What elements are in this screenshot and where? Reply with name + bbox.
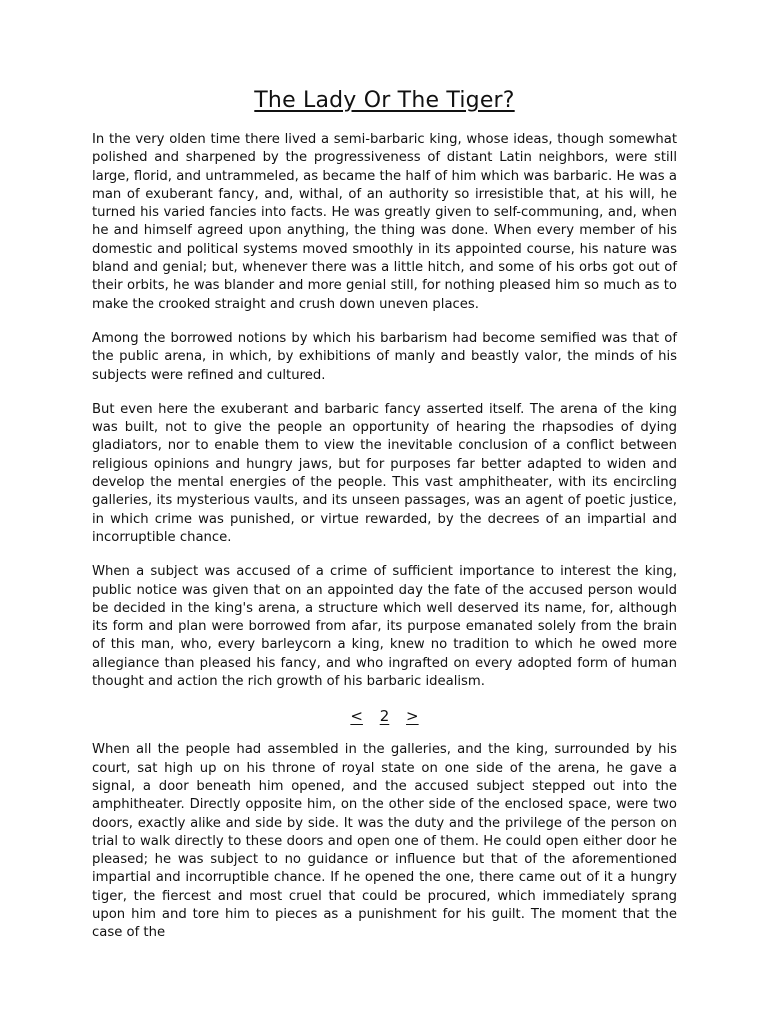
paragraph-5: When all the people had assembled in the galleries, and the king, surrounded by his court, sat high up on his throne of royal state on one side of the arena, he gave a signal, a door beneath him opened, and the accused subject stepped out into the amphitheater. Directly opposite him, on the other side of the enclosed space, were two doors, exactly alike and side by side. It was the duty and the privilege of the person on trial to walk directly to these doors and open one of them. He could open either door he pleased; he was subject to no guidance or influence but that of the aforementioned impartial and incorruptible chance. If he opened the one, there came out of it a hungry tiger, the fiercest and most cruel that could be procured, which immediately sprang upon him and tore him to pieces as a punishment for his guilt. The moment that the case of the (92, 742, 677, 941)
paragraph-2: Among the borrowed notions by which his barbarism had become semified was that of the public arena, in which, by exhibitions of manly and beastly valor, the minds of his subjects were refined and cultured. (92, 330, 677, 383)
paragraph-4: When a subject was accused of a crime of sufficient importance to interest the king, public notice was given that on an appointed day the fate of the accused person would be decided in the king's arena, a structure which well deserved its name, for, although its form and plan were borrowed from afar, its purpose emanated solely from the brain of this man, who, every barleycorn a king, knew no tradition to which he owed more allegiance than pleased his fancy, and who ingrafted on every adopted form of human thought and action the rich growth of his barbaric idealism. (92, 564, 677, 690)
page-title: The Lady Or The Tiger? (254, 88, 515, 113)
previous-page-link[interactable]: < (350, 707, 363, 726)
pagination (92, 707, 677, 725)
next-page-link[interactable]: > (406, 707, 419, 726)
current-page-link[interactable]: 2 (379, 707, 390, 726)
paragraph-1: In the very olden time there lived a semi-barbaric king, whose ideas, though somewhat polished and sharpened by the progressiveness of distant Latin neighbors, were still large, florid, and untrammeled, as became the half of him which was barbaric. He was a man of exuberant fancy, and, withal, of an authority so irresistible that, at his will, he turned his varied fancies into facts. He was greatly given to self-communing, and, when he and himself agreed upon anything, the thing was done. When every member of his domestic and political systems moved smoothly in its appointed course, his nature was bland and genial; but, whenever there was a little hitch, and some of his orbs got out of their orbits, he was blander and more genial still, for nothing pleased him so much as to make the crooked straight and crush down uneven places. (92, 132, 677, 312)
paragraph-3: But even here the exuberant and barbaric fancy asserted itself. The arena of the king was built, not to give the people an opportunity of hearing the rhapsodies of dying gladiators, nor to enable them to view the inevitable conclusion of a conflict between religious opinions and hungry jaws, but for purposes far better adapted to widen and develop the mental energies of the people. This vast amphitheater, with its encircling galleries, its mysterious vaults, and its unseen passages, was an agent of poetic justice, in which crime was punished, or virtue rewarded, by the decrees of an impartial and incorruptible chance. (92, 401, 677, 545)
document-page (92, 88, 677, 959)
